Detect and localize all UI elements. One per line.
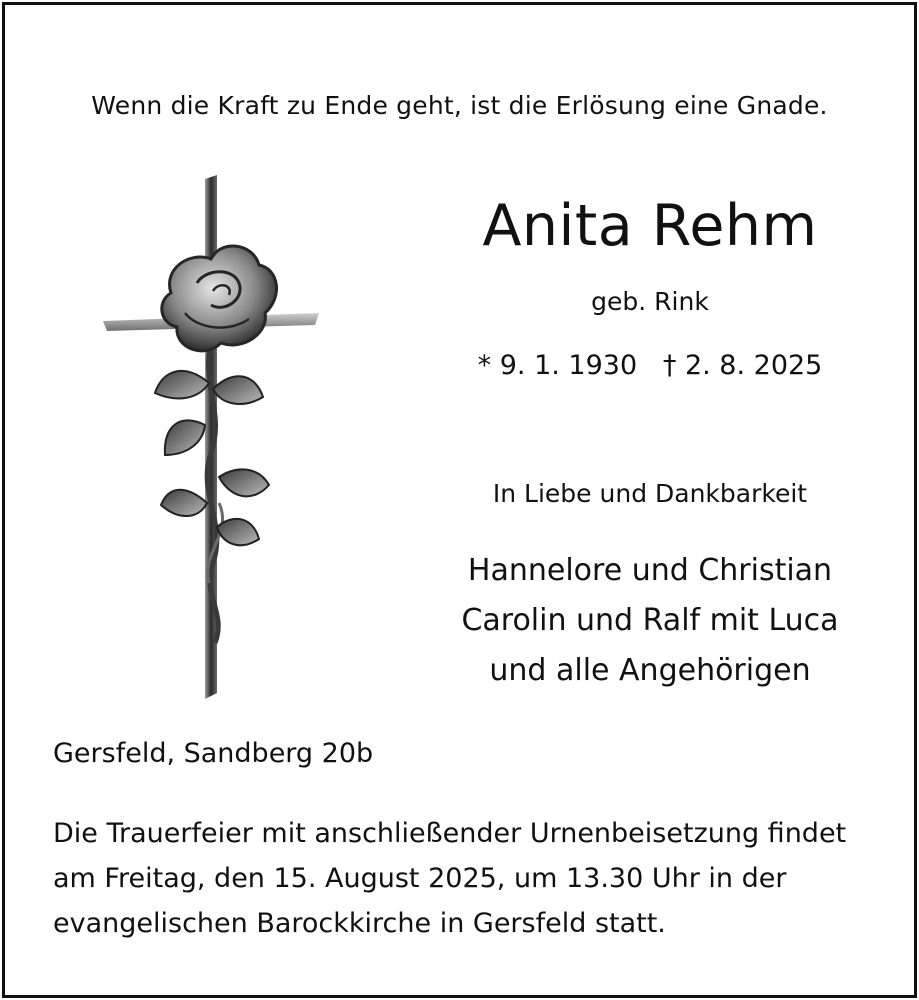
motto-text: Wenn die Kraft zu Ende geht, ist die Erlösung eine Gnade.	[91, 91, 828, 120]
dedication-text: In Liebe und Dankbarkeit	[492, 479, 808, 508]
mourner-line: Carolin und Ralf mit Luca	[461, 603, 839, 638]
service-line: evangelischen Barockkirche in Gersfeld statt.	[53, 908, 666, 939]
cross-with-rose-icon	[93, 173, 333, 703]
mourners-list	[425, 546, 875, 696]
mourner-line: Hannelore und Christian	[467, 553, 833, 588]
service-info	[53, 811, 883, 946]
maiden-name: geb. Rink	[591, 287, 709, 316]
obituary-notice	[2, 2, 917, 998]
address-text: Gersfeld, Sandberg 20b	[53, 738, 374, 769]
service-line: am Freitag, den 15. August 2025, um 13.30 Uhr in der	[53, 863, 787, 894]
birth-date: * 9. 1. 1930	[477, 350, 638, 381]
service-line: Die Trauerfeier mit anschließender Urnenbeisetzung findet	[53, 818, 847, 849]
death-date: † 2. 8. 2025	[662, 350, 823, 381]
life-dates	[435, 350, 865, 381]
deceased-name: Anita Rehm	[482, 193, 818, 259]
mourner-line: und alle Angehörigen	[489, 653, 811, 688]
